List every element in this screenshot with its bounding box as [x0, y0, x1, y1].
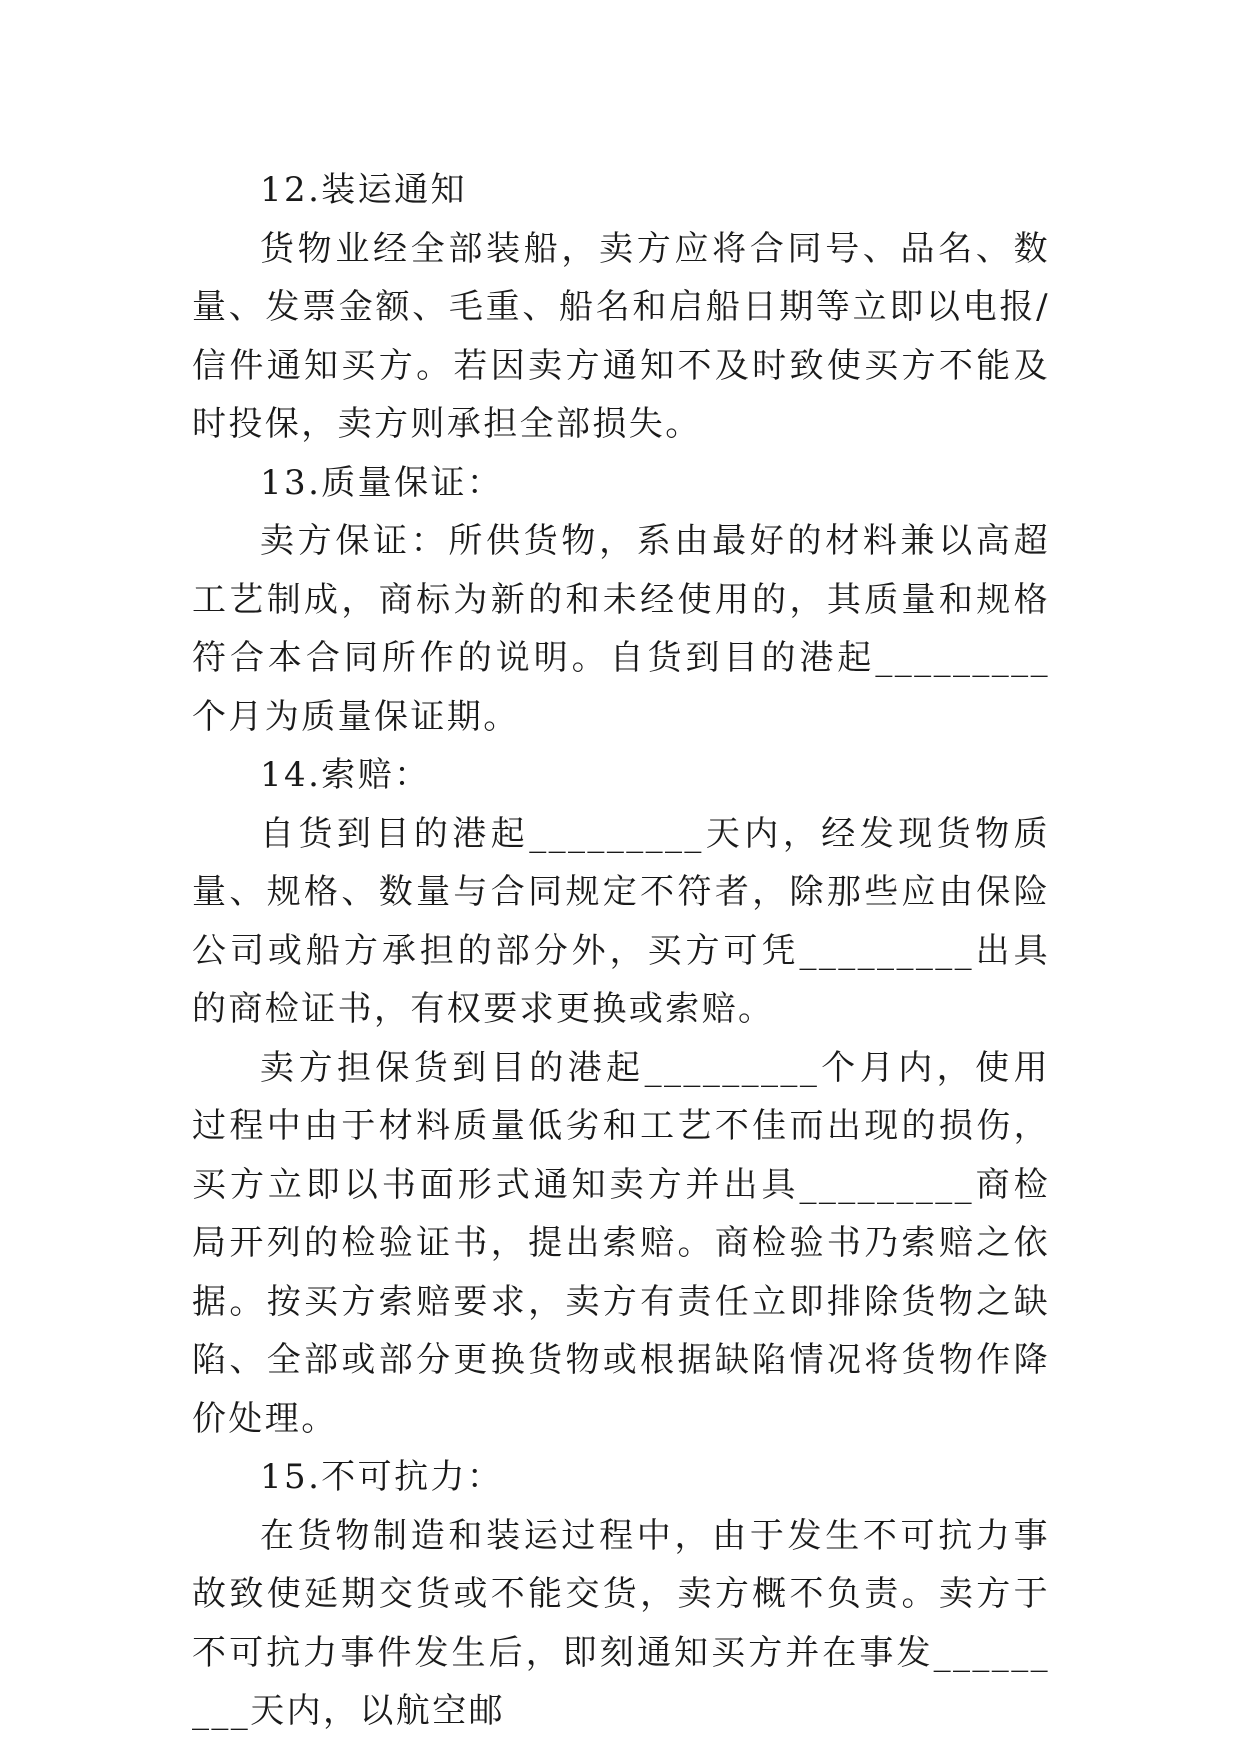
document-body [192, 161, 1050, 1741]
paragraph-shipping-notice: 货物业经全部装船，卖方应将合同号、品名、数量、发票金额、毛重、船名和启船日期等立即以电报/信件通知买方。若因卖方通知不及时致使买方不能及时投保，卖方则承担全部损失。 [192, 228, 1050, 444]
paragraph-claims-2: 卖方担保货到目的港起_________个月内，使用过程中由于材料质量低劣和工艺不佳而出现的损伤，买方立即以书面形式通知卖方并出具_________商检局开列的检验证书，提出索赔。商检验书乃索赔之依据。按买方索赔要求，卖方有责任立即排除货物之缺陷、全部或部分更换货物或根据缺陷情况将货物作降价处理。 [192, 1047, 1050, 1439]
section-heading-shipping-notice: 12.装运通知 [260, 170, 467, 210]
section-heading-quality-guarantee: 13.质量保证： [260, 462, 504, 503]
paragraph-claims-1: 自货到目的港起_________天内，经发现货物质量、规格、数量与合同规定不符者，除那些应由保险公司或船方承担的部分外，买方可凭_________出具的商检证书，有权要求更换或索赔。 [192, 813, 1050, 1029]
paragraph-force-majeure: 在货物制造和装运过程中，由于发生不可抗力事故致使延期交货或不能交货，卖方概不负责。卖方于不可抗力事件发生后，即刻通知买方并在事发_________天内，以航空邮 [192, 1515, 1050, 1731]
section-heading-claims: 14.索赔： [260, 755, 431, 795]
section-heading-force-majeure: 15.不可抗力： [260, 1457, 504, 1497]
paragraph-quality-guarantee: 卖方保证：所供货物，系由最好的材料兼以高超工艺制成，商标为新的和未经使用的，其质量和规格符合本合同所作的说明。自货到目的港起_________个月为质量保证期。 [192, 521, 1050, 737]
